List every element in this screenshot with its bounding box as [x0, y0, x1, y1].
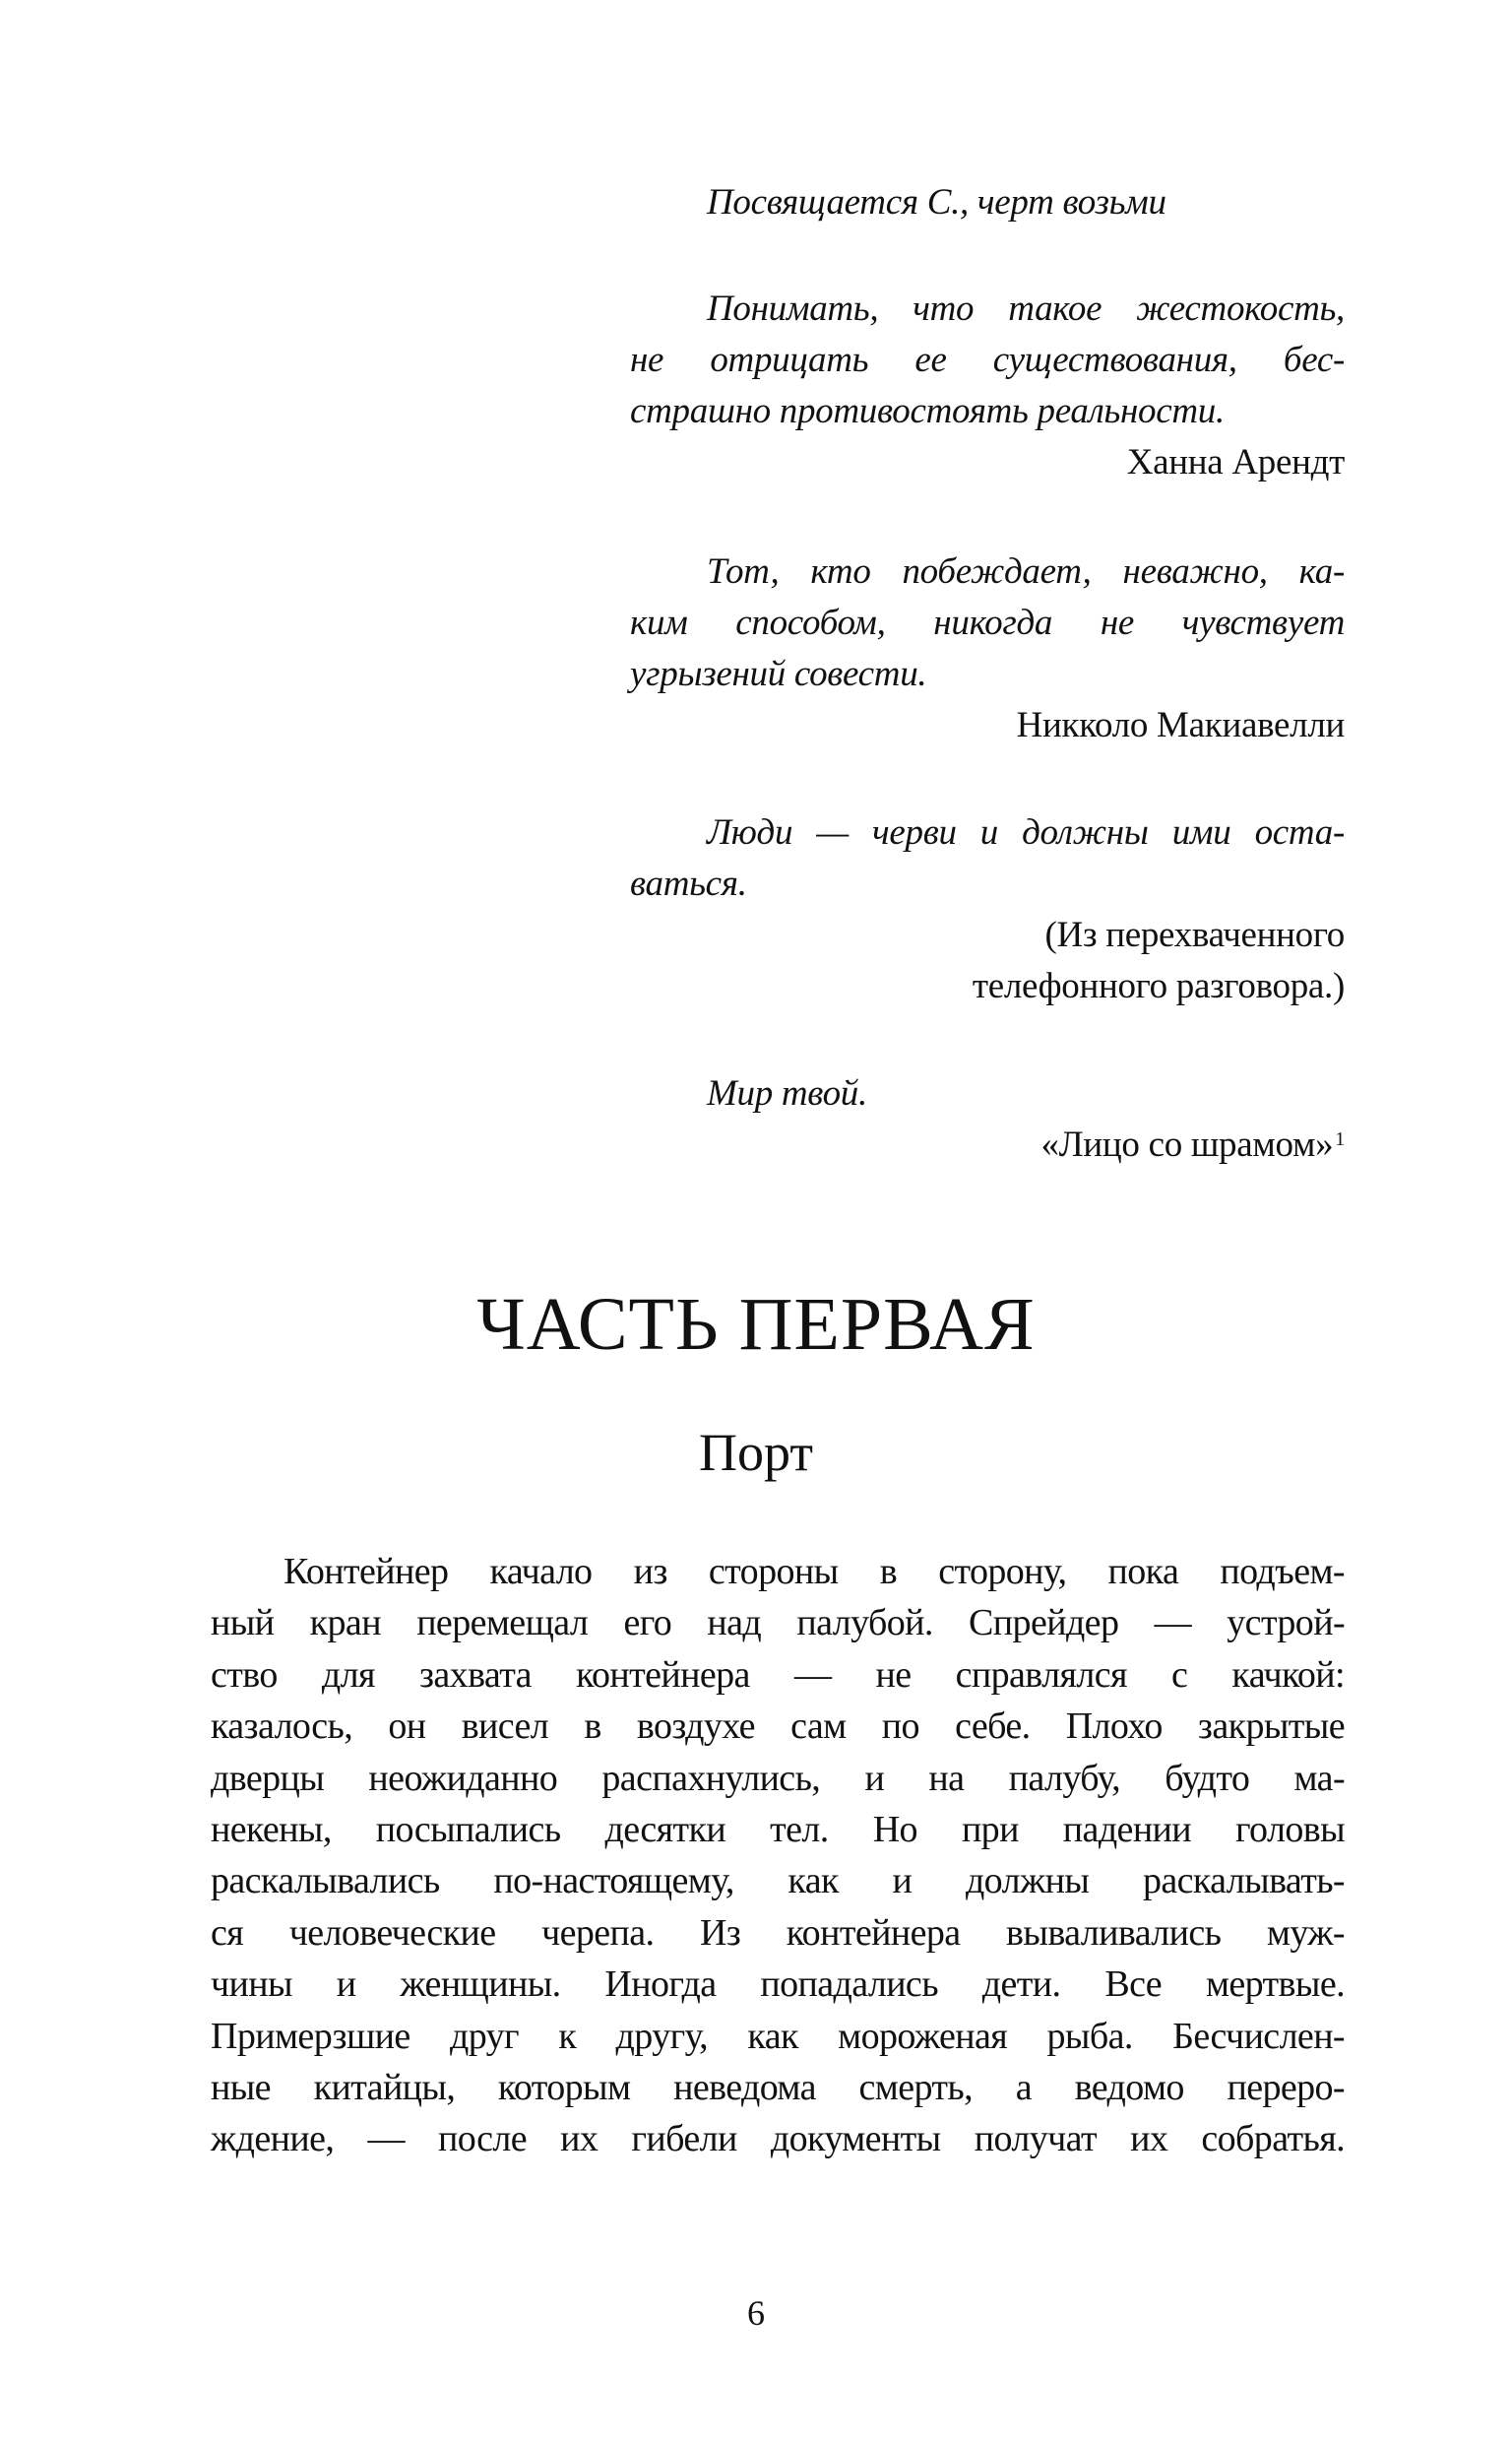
epigraph-attribution: телефонного разговора.) [972, 966, 1345, 1006]
epigraph-line: Понимать, что такое жестокость, [707, 289, 1345, 329]
epigraph-line: угрызений совести. [630, 654, 927, 694]
epigraph-line: страшно противостоять реальности. [630, 391, 1225, 431]
body-line: Примерзшие друг к другу, как мороженая рыба. Бесчислен- [211, 2015, 1345, 2057]
epigraph-attribution [630, 1120, 1345, 1171]
epigraph-attribution-text: «Лицо со шрамом» [1040, 1125, 1334, 1165]
page-number: 6 [747, 2293, 765, 2333]
body-line: дверцы неожиданно распахнулись, и на палубу, будто ма- [211, 1757, 1345, 1799]
footnote-marker[interactable]: 1 [1335, 1128, 1345, 1150]
epigraph-attribution: (Из перехваченного [1044, 915, 1345, 955]
part-title: ЧАСТЬ ПЕРВАЯ [476, 1283, 1036, 1366]
epigraph-line: не отрицать ее существования, бес- [630, 340, 1345, 380]
epigraph-arendt [630, 284, 1345, 488]
body-line: ство для захвата контейнера — не справлялся с качкой: [211, 1653, 1345, 1696]
body-line: ный кран перемещал его над палубой. Спрейдер — устрой- [211, 1602, 1345, 1644]
epigraph-scarface [630, 1068, 1345, 1171]
epigraph-line: Тот, кто побеждает, неважно, ка- [707, 551, 1345, 592]
body-line: Контейнер качало из стороны в сторону, пока подъем- [284, 1551, 1345, 1592]
body-line: ся человеческие черепа. Из контейнера вываливались муж- [211, 1911, 1345, 1954]
body-line: ждение, — после их гибели документы получат их собратья. [211, 2118, 1345, 2160]
epigraph-line: Мир твой. [707, 1073, 867, 1114]
body-line: раскалывались по-настоящему, как и должны раскалывать- [211, 1860, 1345, 1902]
epigraph-intercepted-call [630, 807, 1345, 1012]
epigraph-line: ваться. [630, 864, 747, 904]
epigraph-machiavelli [630, 546, 1345, 751]
epigraph-attribution: Ханна Арендт [1126, 442, 1345, 482]
epigraph-line: Люди — черви и должны ими оста- [707, 812, 1345, 853]
body-line: чины и женщины. Иногда попадались дети. Все мертвые. [211, 1963, 1345, 2006]
dedication [630, 177, 1345, 228]
chapter-title: Порт [699, 1423, 813, 1482]
epigraph-line: ким способом, никогда не чувствует [630, 603, 1345, 643]
dedication-text: Посвящается С., черт возьми [707, 182, 1166, 223]
body-line: казалось, он висел в воздухе сам по себе. Плохо закрытые [211, 1705, 1345, 1748]
body-line: некены, посыпались десятки тел. Но при падении головы [211, 1808, 1345, 1850]
body-paragraph [211, 1546, 1345, 2165]
body-line: ные китайцы, которым неведома смерть, а ведомо переро- [211, 2066, 1345, 2108]
epigraph-attribution: Никколо Макиавелли [1016, 705, 1345, 745]
